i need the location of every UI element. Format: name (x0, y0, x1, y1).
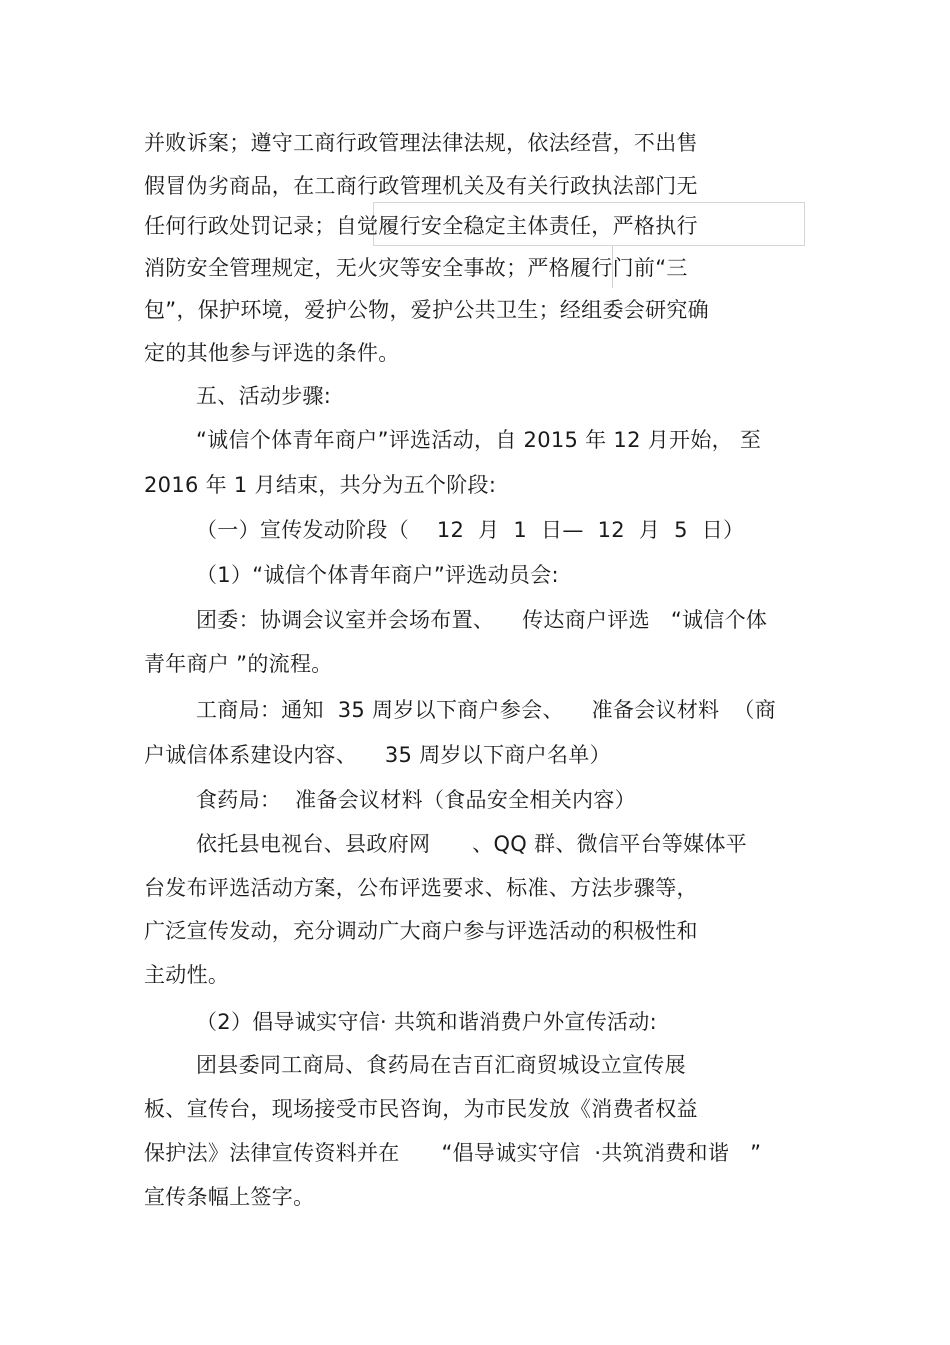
paragraph-line: “诚信个体青年商户”评选活动，自 2015 年 12 月开始， 至 (196, 428, 762, 452)
paragraph-line: 定的其他参与评选的条件。 (144, 341, 400, 365)
paragraph-line: 任何行政处罚记录；自觉履行安全稳定主体责任，严格执行 (144, 214, 698, 238)
paragraph-line: 板、宣传台，现场接受市民咨询，为市民发放《消费者权益 (144, 1097, 698, 1121)
paragraph-line: 团委：协调会议室并会场布置、 传达商户评选 “诚信个体 (196, 608, 768, 632)
paragraph-line: 包”，保护环境，爱护公物，爱护公共卫生；经组委会研究确 (144, 298, 709, 322)
paragraph-line: 主动性。 (144, 963, 230, 987)
paragraph-line: 保护法》法律宣传资料并在 “倡导诚实守信 ·共筑消费和谐 ” (144, 1141, 762, 1165)
paragraph-line: 食药局： 准备会议材料（食品安全相关内容） (196, 788, 636, 812)
item-heading: （1）“诚信个体青年商户”评选动员会: (196, 563, 559, 587)
paragraph-line: 宣传条幅上签字。 (144, 1185, 315, 1209)
paragraph-line: 并败诉案；遵守工商行政管理法律法规，依法经营，不出售 (144, 131, 698, 155)
paragraph-line: 户诚信体系建设内容、 35 周岁以下商户名单） (144, 743, 611, 767)
paragraph-line: 工商局：通知 35 周岁以下商户参会、 准备会议材料 （商 (196, 698, 776, 722)
paragraph-line: 团县委同工商局、食药局在吉百汇商贸城设立宣传展 (196, 1053, 686, 1077)
paragraph-line: 依托县电视台、县政府网 、QQ 群、微信平台等媒体平 (196, 832, 748, 856)
subsection-heading: （一）宣传发动阶段（ 12 月 1 日— 12 月 5 日） (196, 518, 745, 542)
paragraph-line: 2016 年 1 月结束，共分为五个阶段: (144, 473, 497, 497)
paragraph-line: 台发布评选活动方案，公布评选要求、标准、方法步骤等， (144, 876, 698, 900)
paragraph-line: 假冒伪劣商品，在工商行政管理机关及有关行政执法部门无 (144, 174, 698, 198)
section-heading: 五、活动步骤: (196, 384, 332, 408)
item-heading: （2）倡导诚实守信· 共筑和谐消费户外宣传活动: (196, 1010, 657, 1034)
paragraph-line: 青年商户 ”的流程。 (144, 652, 333, 676)
paragraph-line: 消防安全管理规定，无火灾等安全事故；严格履行门前“三 (144, 256, 688, 280)
paragraph-line: 广泛宣传发动，充分调动广大商户参与评选活动的积极性和 (144, 919, 698, 943)
